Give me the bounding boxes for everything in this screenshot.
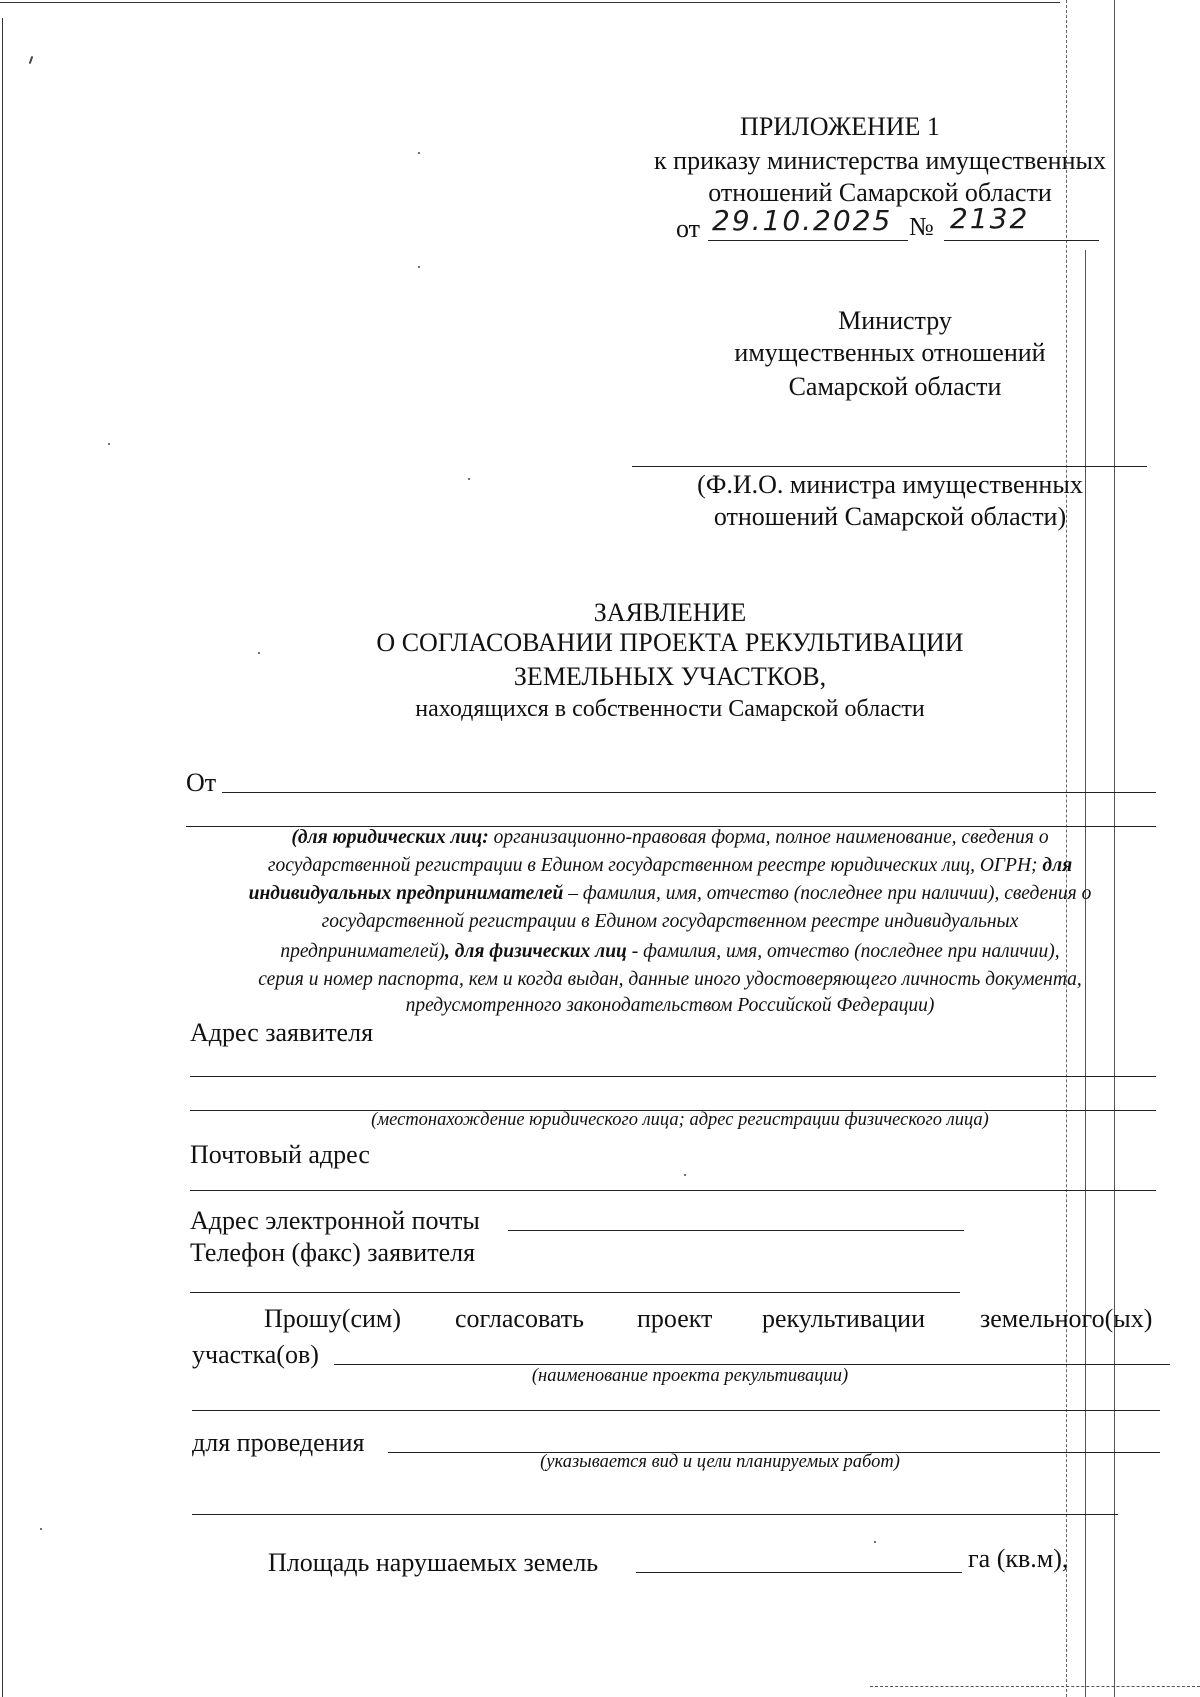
project-name-note: (наименование проекта рекультивации) — [531, 1366, 849, 1386]
applicant-note-line-6: серия и номер паспорта, кем и когда выдан, данные иного удостоверяющего личность документа, — [258, 969, 1082, 990]
scan-speck — [108, 443, 110, 445]
applicant-from-label: От — [186, 768, 217, 797]
appendix-from-label: от — [676, 214, 701, 243]
phone-label: Телефон (факс) заявителя — [190, 1238, 476, 1267]
minister-fio-caption-1: (Ф.И.О. министра имущественных — [697, 470, 1083, 499]
address-label: Адрес заявителя — [190, 1018, 374, 1047]
scan-speck — [418, 152, 420, 154]
scan-speck — [418, 266, 420, 268]
scan-speck — [874, 1541, 876, 1543]
scan-speck — [684, 1174, 686, 1176]
postal-address-label: Почтовый адрес — [190, 1140, 370, 1169]
applicant-note-line-7: предусмотренного законодательством Российской Федерации) — [405, 995, 935, 1016]
postal-address-field[interactable] — [190, 1190, 1156, 1191]
applicant-note-line-5: предпринимателей), для физических лиц - фамилия, имя, отчество (последнее при наличии), — [280, 941, 1060, 962]
document-title-line-3: ЗЕМЕЛЬНЫХ УЧАСТКОВ, — [513, 662, 827, 691]
purpose-note: (указывается вид и цели планируемых работ) — [540, 1452, 900, 1472]
email-field[interactable] — [508, 1230, 964, 1231]
scan-speck — [40, 1528, 42, 1530]
addressee-line-3: Самарской области — [788, 372, 1002, 401]
applicant-name-field[interactable] — [222, 792, 1156, 793]
document-title-line-2: О СОГЛАСОВАНИИ ПРОЕКТА РЕКУЛЬТИВАЦИИ — [376, 628, 964, 657]
plots-label: участка(ов) — [192, 1340, 319, 1369]
request-word-4: рекультивации — [762, 1304, 925, 1333]
area-label: Площадь нарушаемых земель — [268, 1548, 599, 1577]
scan-bottom-dash — [870, 1686, 1200, 1687]
request-word-1: Прошу(сим) — [264, 1304, 402, 1333]
applicant-note-line-1: (для юридических лиц: организационно-правовая форма, полное наименование, сведения о — [291, 827, 1049, 848]
page-edge-left — [2, 18, 3, 1697]
appendix-date: 29.10.2025 — [712, 204, 893, 237]
scan-speck — [468, 478, 470, 480]
appendix-line-1: к приказу министерства имущественных — [654, 146, 1106, 175]
request-word-5: земельного(ых) — [980, 1304, 1153, 1333]
area-field[interactable] — [636, 1572, 962, 1573]
appendix-number: 2132 — [950, 202, 1030, 235]
appendix-title: ПРИЛОЖЕНИЕ 1 — [740, 112, 940, 141]
project-name-field-2[interactable] — [192, 1410, 1160, 1411]
addressee-line-1: Министру — [838, 306, 952, 335]
appendix-line-2: отношений Самарской области — [708, 178, 1052, 207]
addressee-line-2: имущественных отношений — [734, 338, 1046, 367]
purpose-field-2[interactable] — [192, 1514, 1118, 1515]
request-word-2: согласовать — [455, 1304, 584, 1333]
phone-field[interactable] — [190, 1292, 960, 1293]
document-title-line-4: находящихся в собственности Самарской области — [415, 696, 925, 722]
email-label: Адрес электронной почты — [190, 1206, 480, 1235]
purpose-label: для проведения — [192, 1428, 365, 1457]
address-note: (местонахождение юридического лица; адрес регистрации физического лица) — [371, 1110, 989, 1130]
applicant-note-line-2: государственной регистрации в Едином государственном реестре юридических лиц, ОГРН; для — [267, 855, 1073, 876]
scan-speck — [29, 56, 34, 64]
area-unit: га (кв.м), — [968, 1544, 1069, 1573]
appendix-number-sign: № — [909, 212, 934, 241]
applicant-note-line-4: государственной регистрации в Едином государственном реестре индивидуальных — [321, 911, 1019, 932]
minister-fio-caption-2: отношений Самарской области) — [713, 502, 1067, 531]
request-word-3: проект — [637, 1304, 713, 1333]
appendix-number-line — [944, 240, 1099, 241]
scan-speck — [258, 652, 260, 654]
minister-fio-line — [632, 466, 1147, 467]
appendix-date-line — [708, 240, 908, 241]
document-title: ЗАЯВЛЕНИЕ — [593, 598, 747, 627]
page-edge-top — [0, 2, 1060, 3]
address-field-1[interactable] — [190, 1076, 1156, 1077]
applicant-note-line-3: индивидуальных предпринимателей – фамилия, имя, отчество (последнее при наличии), сведения о — [248, 883, 1092, 904]
